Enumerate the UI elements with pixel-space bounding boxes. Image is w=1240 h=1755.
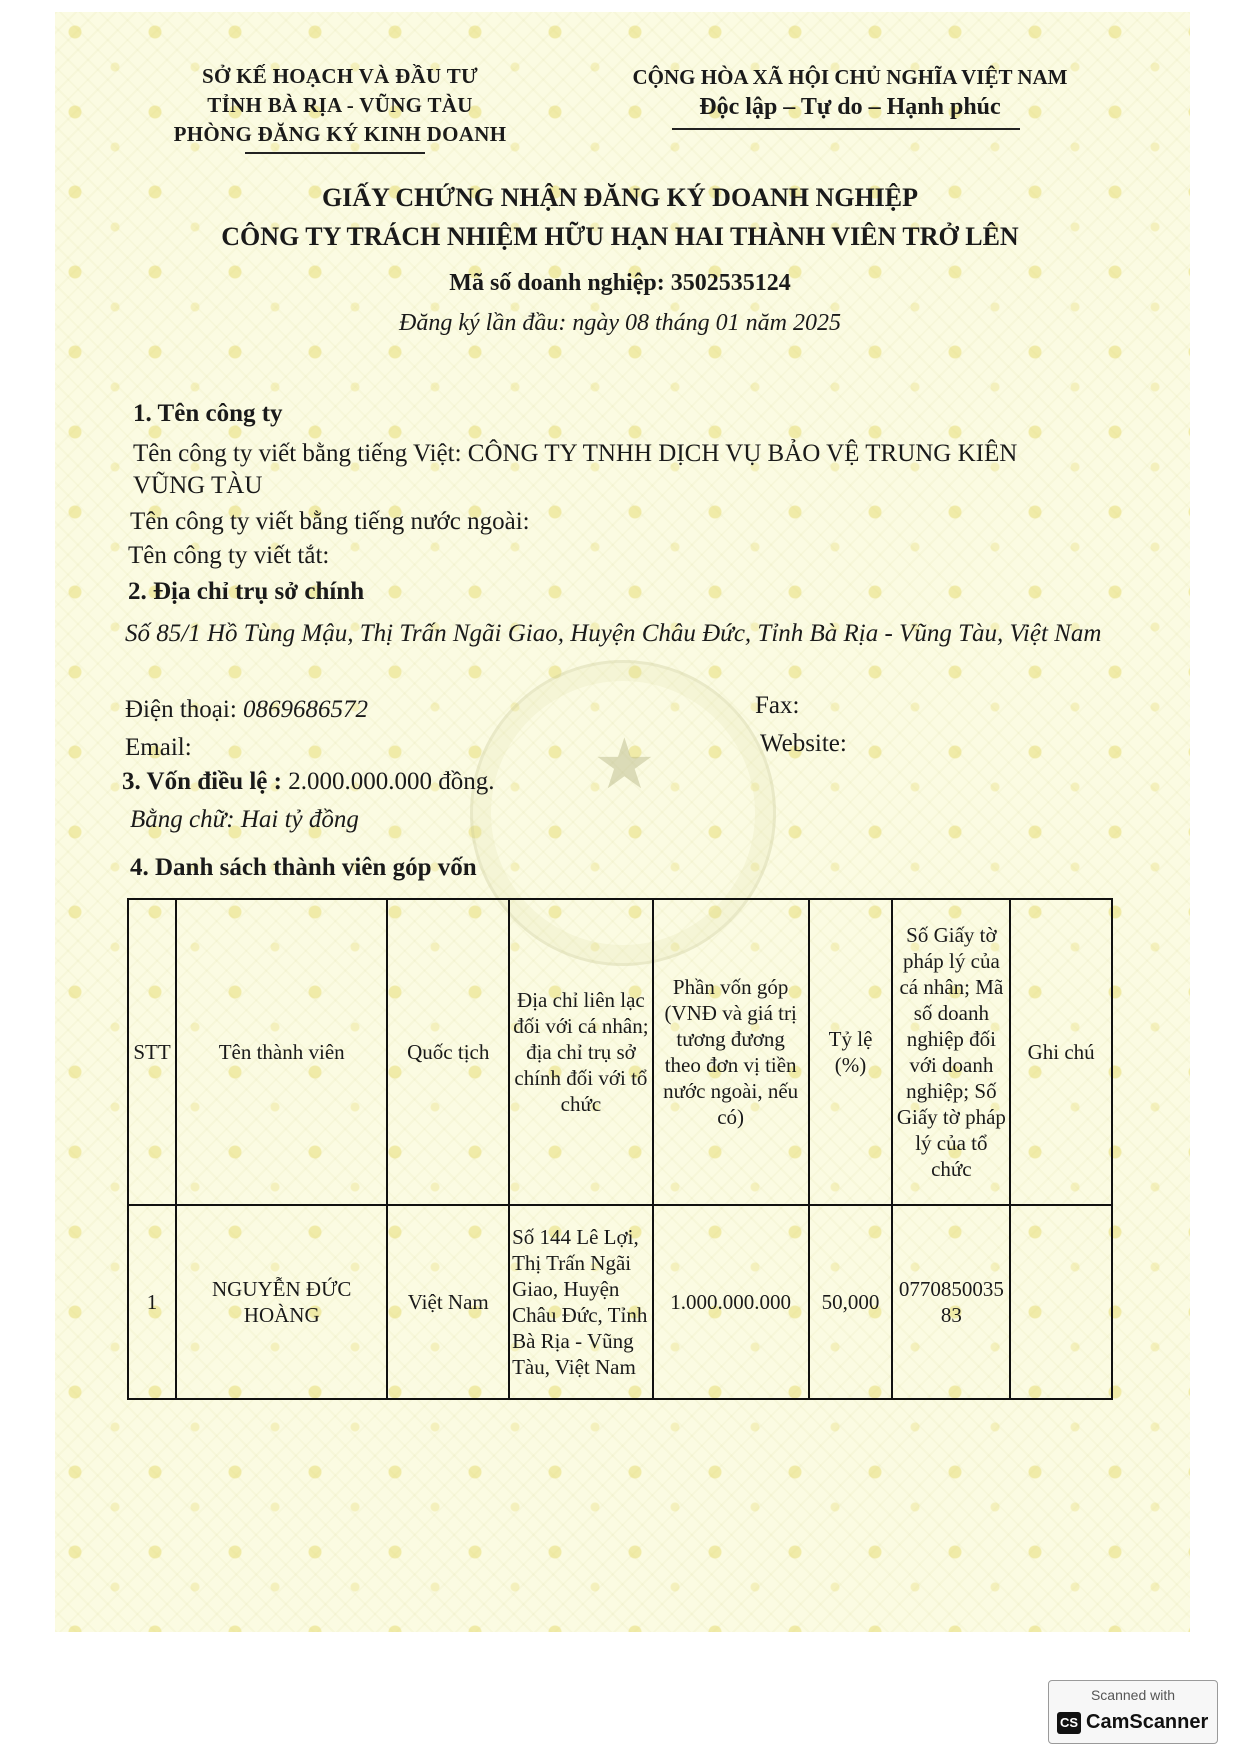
agency-line-1: SỞ KẾ HOẠCH VÀ ĐẦU TƯ — [201, 64, 479, 88]
agency-underline — [245, 152, 425, 154]
company-name-foreign: Tên công ty viết bằng tiếng nước ngoài: — [130, 508, 530, 535]
national-motto: Độc lập – Tự do – Hạnh phúc — [699, 94, 1001, 120]
title-line-2: CÔNG TY TRÁCH NHIỆM HỮU HẠN HAI THÀNH VIÊN TRỞ LÊN — [221, 222, 1019, 251]
camscanner-logo-icon: CS — [1057, 1712, 1081, 1734]
document-title — [100, 178, 1140, 256]
column-header: Ghi chú — [1010, 899, 1112, 1205]
phone-label: Điện thoại: — [125, 696, 237, 723]
member-stt: 1 — [128, 1205, 176, 1399]
table-header-row — [128, 899, 1112, 1205]
column-header: Địa chỉ liên lạc đối với cá nhân; địa chỉ trụ sở chính đối với tổ chức — [509, 899, 653, 1205]
registration-date: Đăng ký lần đầu: ngày 08 tháng 01 năm 2025 — [399, 310, 841, 336]
member-address: Số 144 Lê Lợi, Thị Trấn Ngãi Giao, Huyện Châu Đức, Tỉnh Bà Rịa - Vũng Tàu, Việt Nam — [509, 1205, 653, 1399]
company-name-abbreviation: Tên công ty viết tắt: — [128, 542, 330, 569]
column-header: Quốc tịch — [387, 899, 509, 1205]
member-note — [1010, 1205, 1112, 1399]
table-row — [128, 1205, 1112, 1399]
scanned-with-text: Scanned with — [1090, 1687, 1176, 1703]
column-header: STT — [128, 899, 176, 1205]
member-ratio: 50,000 — [809, 1205, 893, 1399]
agency-line-2: TỈNH BÀ RỊA - VŨNG TÀU — [207, 93, 473, 117]
nation-name: CỘNG HÒA XÃ HỘI CHỦ NGHĨA VIỆT NAM — [632, 65, 1068, 89]
section-3-heading: 3. Vốn điều lệ : — [122, 768, 282, 795]
charter-capital-value: 2.000.000.000 đồng. — [288, 768, 495, 795]
phone-value: 0869686572 — [243, 696, 369, 723]
fax-label: Fax: — [755, 692, 800, 719]
head-office-address: Số 85/1 Hồ Tùng Mậu, Thị Trấn Ngãi Giao, Huyện Châu Đức, Tỉnh Bà Rịa - Vũng Tàu, Việt Nam — [125, 620, 1102, 647]
member-name: NGUYỄN ĐỨC HOÀNG — [176, 1205, 387, 1399]
column-header: Tên thành viên — [176, 899, 387, 1205]
column-header: Tỷ lệ (%) — [809, 899, 893, 1205]
motto-underline — [672, 128, 1020, 130]
section-1-heading: 1. Tên công ty — [133, 400, 283, 427]
camscanner-badge — [1048, 1680, 1218, 1744]
camscanner-brand: CamScanner — [1086, 1711, 1209, 1733]
section-4-heading: 4. Danh sách thành viên góp vốn — [130, 854, 477, 881]
issuing-agency — [150, 62, 530, 149]
members-table — [127, 898, 1113, 1400]
website-label: Website: — [760, 730, 847, 757]
star-icon: ★ — [593, 723, 656, 805]
national-heading — [590, 62, 1110, 122]
member-id-number: 077085003583 — [892, 1205, 1010, 1399]
member-capital: 1.000.000.000 — [653, 1205, 809, 1399]
phone-line — [125, 694, 368, 726]
section-3-charter-capital — [122, 768, 494, 796]
section-2-heading: 2. Địa chỉ trụ sở chính — [128, 578, 365, 605]
agency-line-3: PHÒNG ĐĂNG KÝ KINH DOANH — [173, 122, 507, 146]
title-line-1: GIẤY CHỨNG NHẬN ĐĂNG KÝ DOANH NGHIỆP — [321, 183, 919, 212]
column-header: Số Giấy tờ pháp lý của cá nhân; Mã số doanh nghiệp đối với doanh nghiệp; Số Giấy tờ pháp lý của tổ chức — [892, 899, 1010, 1205]
company-name-vietnamese: Tên công ty viết bằng tiếng Việt: CÔNG TY TNHH DỊCH VỤ BẢO VỆ TRUNG KIÊN VŨNG TÀU — [133, 440, 1018, 499]
email-label: Email: — [125, 734, 192, 761]
enterprise-code: Mã số doanh nghiệp: 3502535124 — [449, 270, 791, 296]
capital-in-words: Bằng chữ: Hai tỷ đồng — [130, 806, 359, 833]
column-header: Phần vốn góp (VNĐ và giá trị tương đương theo đơn vị tiền nước ngoài, nếu có) — [653, 899, 809, 1205]
member-nationality: Việt Nam — [387, 1205, 509, 1399]
